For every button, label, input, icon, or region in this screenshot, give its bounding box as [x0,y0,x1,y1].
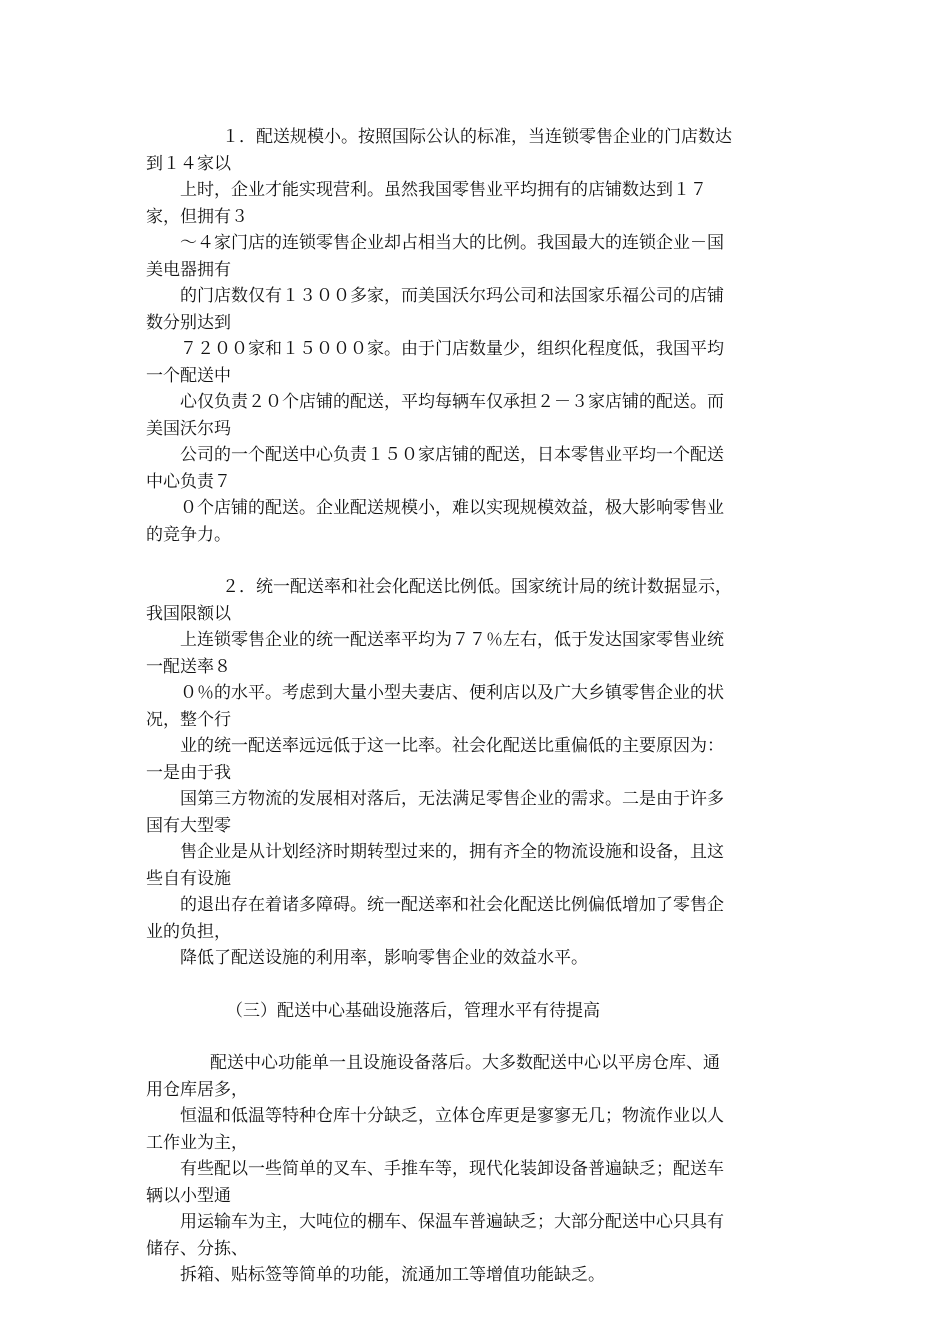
paragraph-2 [146,574,800,972]
paragraph-gap [146,548,800,574]
document-body [146,124,800,1289]
text-line: 况，整个行 [146,709,231,730]
text-line: 上连锁零售企业的统一配送率平均为７７％左右，低于发达国家零售业统 [180,630,724,650]
text-line: １．配送规模小。按照国际公认的标准，当连锁零售企业的门店数达 [222,127,732,147]
text-line: 工作业为主， [146,1132,248,1153]
text-line: 的竞争力。 [146,524,231,545]
text-line: 上时，企业才能实现营利。虽然我国零售业平均拥有的店铺数达到１７ [180,180,707,200]
text-line: 些自有设施 [146,868,231,889]
text-line: 美电器拥有 [146,259,231,280]
text-line: 的门店数仅有１３００多家，而美国沃尔玛公司和法国家乐福公司的店铺 [180,286,724,306]
text-line: 中心负责７ [146,471,231,492]
text-line: ２．统一配送率和社会化配送比例低。国家统计局的统计数据显示， [222,577,732,597]
text-line: 家，但拥有３ [146,206,248,227]
text-line: 国第三方物流的发展相对落后，无法满足零售企业的需求。二是由于许多 [180,789,724,809]
text-line: 心仅负责２０个店铺的配送，平均每辆车仅承担２－３家店铺的配送。而 [180,392,724,412]
text-line: 恒温和低温等特种仓库十分缺乏，立体仓库更是寥寥无几；物流作业以人 [180,1106,724,1126]
text-line: 用仓库居多， [146,1079,248,1100]
text-line: 数分别达到 [146,312,231,333]
text-line: 我国限额以 [146,603,231,624]
text-line: 公司的一个配送中心负责１５０家店铺的配送，日本零售业平均一个配送 [180,445,724,465]
section-heading: （三）配送中心基础设施落后，管理水平有待提高 [226,1000,600,1021]
text-line: 国有大型零 [146,815,231,836]
text-line: ～４家门店的连锁零售企业却占相当大的比例。我国最大的连锁企业－国 [180,233,724,253]
text-line: 配送中心功能单一且设施设备落后。大多数配送中心以平房仓库、通 [210,1053,720,1073]
paragraph-3 [146,1050,800,1289]
paragraph-gap [146,1024,800,1050]
text-line: 辆以小型通 [146,1185,231,1206]
text-line: 一个配送中 [146,365,231,386]
text-line: 业的负担， [146,921,231,942]
text-line: 储存、分拣、 [146,1238,248,1259]
text-line: ７２００家和１５０００家。由于门店数量少，组织化程度低，我国平均 [180,339,724,359]
text-line: 拆箱、贴标签等简单的功能，流通加工等增值功能缺乏。 [180,1265,605,1285]
text-line: 一配送率８ [146,656,231,677]
paragraph-1 [146,124,800,548]
text-line: ０％的水平。考虑到大量小型夫妻店、便利店以及广大乡镇零售企业的状 [180,683,724,703]
text-line: 的退出存在着诸多障碍。统一配送率和社会化配送比例偏低增加了零售企 [180,895,724,915]
text-line: 业的统一配送率远远低于这一比率。社会化配送比重偏低的主要原因为： [180,736,724,756]
text-line: 降低了配送设施的利用率，影响零售企业的效益水平。 [180,948,588,968]
text-line: 一是由于我 [146,762,231,783]
text-line: 美国沃尔玛 [146,418,231,439]
text-line: 用运输车为主，大吨位的棚车、保温车普遍缺乏；大部分配送中心只具有 [180,1212,724,1232]
text-line: 有些配以一些简单的叉车、手推车等，现代化装卸设备普遍缺乏；配送车 [180,1159,724,1179]
text-line: 到１４家以 [146,153,231,174]
paragraph-gap [146,972,800,998]
text-line: 售企业是从计划经济时期转型过来的，拥有齐全的物流设施和设备，且这 [180,842,724,862]
text-line: ０个店铺的配送。企业配送规模小，难以实现规模效益，极大影响零售业 [180,498,724,518]
